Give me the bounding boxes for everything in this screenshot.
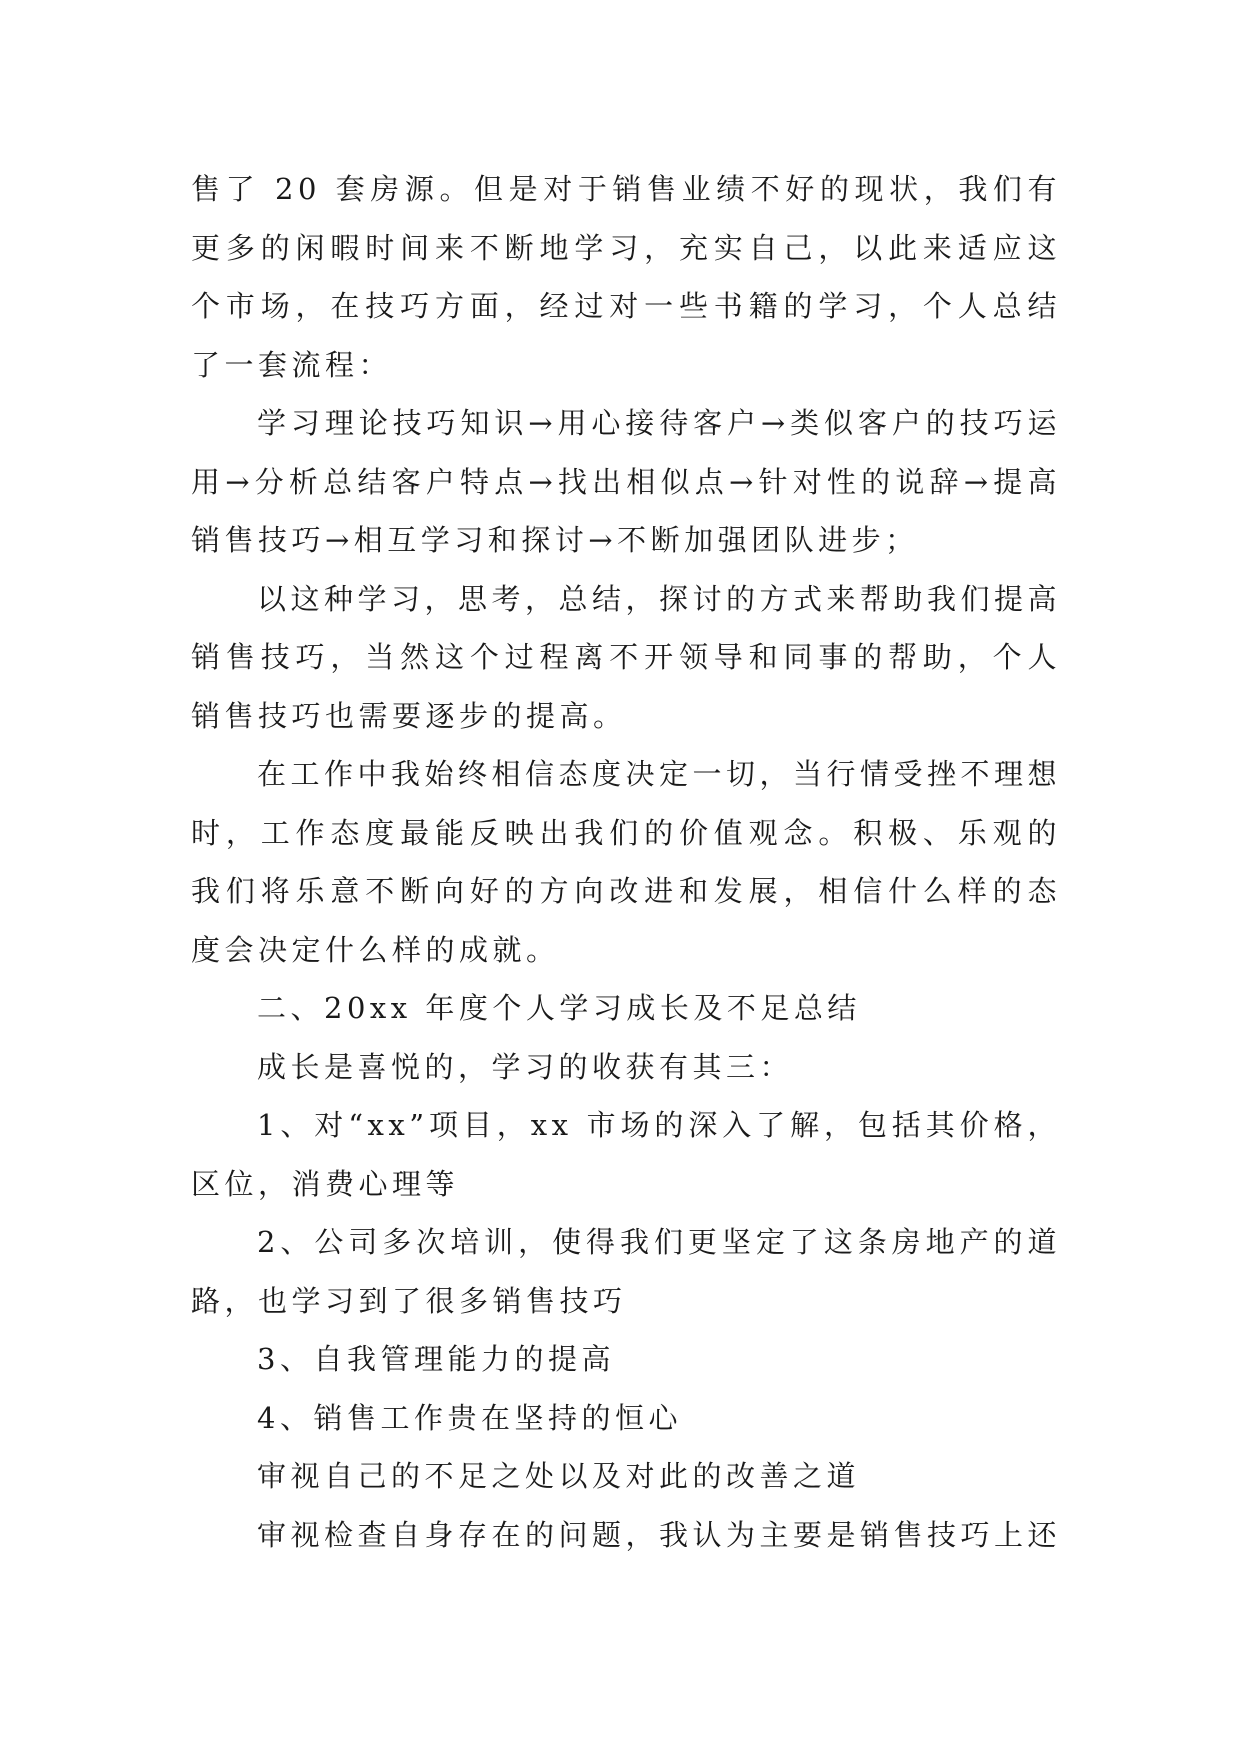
paragraph-sales-learning: 售了 20 套房源。但是对于销售业绩不好的现状，我们有更多的闲暇时间来不断地学习，充实自己，以此来适应这个市场，在技巧方面，经过对一些书籍的学习，个人总结了一套流程： xyxy=(191,172,1061,382)
list-item-2: 2、公司多次培训，使得我们更坚定了这条房地产的道路，也学习到了很多销售技巧 xyxy=(191,1225,1061,1318)
subheading-shortcomings: 审视自己的不足之处以及对此的改善之道 xyxy=(257,1459,861,1493)
paragraph-work-attitude: 在工作中我始终相信态度决定一切，当行情受挫不理想时，工作态度最能反映出我们的价值观念。积极、乐观的我们将乐意不断向好的方向改进和发展，相信什么样的态度会决定什么样的成就。 xyxy=(191,757,1062,967)
document-body xyxy=(191,160,1061,1564)
list-item-4: 4、销售工作贵在坚持的恒心 xyxy=(257,1400,682,1435)
paragraph-skill-process: 学习理论技巧知识→用心接待客户→类似客户的技巧运用→分析总结客户特点→找出相似点→针对性的说辞→提高销售技巧→相互学习和探讨→不断加强团队进步； xyxy=(191,406,1061,557)
section-heading-growth-summary: 二、20xx 年度个人学习成长及不足总结 xyxy=(257,991,861,1025)
list-item-1: 1、对“xx”项目，xx 市场的深入了解，包括其价格，区位，消费心理等 xyxy=(191,1108,1061,1201)
paragraph-self-review: 审视检查自身存在的问题，我认为主要是销售技巧上还 xyxy=(257,1517,1062,1552)
list-item-3: 3、自我管理能力的提高 xyxy=(257,1342,615,1376)
paragraph-learning-method: 以这种学习，思考，总结，探讨的方式来帮助我们提高销售技巧，当然这个过程离不开领导和同事的帮助，个人销售技巧也需要逐步的提高。 xyxy=(191,581,1062,733)
paragraph-growth-intro: 成长是喜悦的，学习的收获有其三： xyxy=(257,1049,794,1084)
